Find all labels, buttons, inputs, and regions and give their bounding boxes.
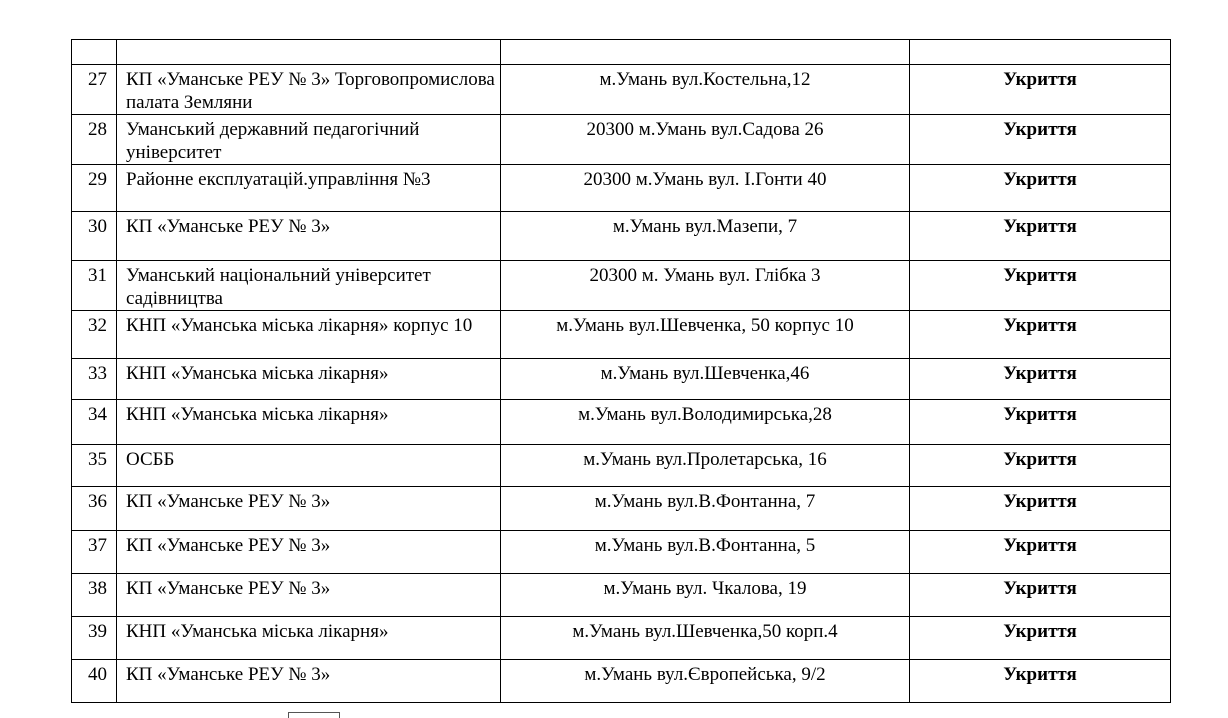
table-row [72, 531, 1171, 574]
address-cell: 20300 м.Умань вул. І.Гонти 40 [501, 165, 910, 212]
shelters-table [71, 39, 1171, 703]
row-number-cell: 30 [72, 212, 117, 261]
organization-cell: КП «Уманське РЕУ № 3» [117, 212, 501, 261]
table-row [72, 400, 1171, 445]
shelter-type-cell: Укриття [910, 400, 1171, 445]
row-number-cell: 36 [72, 487, 117, 531]
table-header-row [72, 40, 1171, 65]
shelter-type-cell: Укриття [910, 531, 1171, 574]
shelter-type-cell: Укриття [910, 617, 1171, 660]
shelter-type-cell: Укриття [910, 212, 1171, 261]
organization-cell: Уманський національний університет садівництва [117, 261, 501, 311]
shelter-type-cell: Укриття [910, 261, 1171, 311]
table-row [72, 212, 1171, 261]
address-cell: м.Умань вул.Шевченка,46 [501, 359, 910, 400]
organization-cell: КП «Уманське РЕУ № 3» Торговопромислова палата Земляни [117, 65, 501, 115]
shelter-type-cell: Укриття [910, 65, 1171, 115]
address-cell: м.Умань вул. Чкалова, 19 [501, 574, 910, 617]
header-address-cell [501, 40, 910, 65]
address-cell: 20300 м. Умань вул. Глібка 3 [501, 261, 910, 311]
shelter-type-cell: Укриття [910, 574, 1171, 617]
table-row [72, 617, 1171, 660]
organization-cell: КНП «Уманська міська лікарня» [117, 400, 501, 445]
table-row [72, 359, 1171, 400]
row-number-cell: 27 [72, 65, 117, 115]
header-num-cell [72, 40, 117, 65]
address-cell: м.Умань вул.Європейська, 9/2 [501, 660, 910, 703]
organization-cell: КП «Уманське РЕУ № 3» [117, 574, 501, 617]
table-row [72, 660, 1171, 703]
organization-cell: КНП «Уманська міська лікарня» корпус 10 [117, 311, 501, 359]
organization-cell: КНП «Уманська міська лікарня» [117, 617, 501, 660]
address-cell: м.Умань вул.Володимирська,28 [501, 400, 910, 445]
organization-cell: КП «Уманське РЕУ № 3» [117, 531, 501, 574]
shelter-type-cell: Укриття [910, 660, 1171, 703]
address-cell: м.Умань вул.Пролетарська, 16 [501, 445, 910, 487]
organization-cell: Районне експлуатацій.управління №3 [117, 165, 501, 212]
page-edge-marker [288, 712, 340, 718]
row-number-cell: 31 [72, 261, 117, 311]
row-number-cell: 37 [72, 531, 117, 574]
organization-cell: ОСББ [117, 445, 501, 487]
table-row [72, 115, 1171, 165]
header-type-cell [910, 40, 1171, 65]
table-row [72, 311, 1171, 359]
address-cell: м.Умань вул.Мазепи, 7 [501, 212, 910, 261]
address-cell: м.Умань вул.В.Фонтанна, 7 [501, 487, 910, 531]
row-number-cell: 34 [72, 400, 117, 445]
organization-cell: КП «Уманське РЕУ № 3» [117, 660, 501, 703]
row-number-cell: 39 [72, 617, 117, 660]
table-row [72, 261, 1171, 311]
address-cell: м.Умань вул.В.Фонтанна, 5 [501, 531, 910, 574]
row-number-cell: 28 [72, 115, 117, 165]
organization-cell: Уманський державний педагогічний університет [117, 115, 501, 165]
organization-cell: КП «Уманське РЕУ № 3» [117, 487, 501, 531]
row-number-cell: 38 [72, 574, 117, 617]
shelter-type-cell: Укриття [910, 311, 1171, 359]
table-row [72, 445, 1171, 487]
address-cell: м.Умань вул.Костельна,12 [501, 65, 910, 115]
address-cell: 20300 м.Умань вул.Садова 26 [501, 115, 910, 165]
shelter-type-cell: Укриття [910, 359, 1171, 400]
row-number-cell: 33 [72, 359, 117, 400]
address-cell: м.Умань вул.Шевченка, 50 корпус 10 [501, 311, 910, 359]
shelter-type-cell: Укриття [910, 487, 1171, 531]
row-number-cell: 29 [72, 165, 117, 212]
header-organization-cell [117, 40, 501, 65]
table-row [72, 65, 1171, 115]
address-cell: м.Умань вул.Шевченка,50 корп.4 [501, 617, 910, 660]
shelter-type-cell: Укриття [910, 445, 1171, 487]
organization-cell: КНП «Уманська міська лікарня» [117, 359, 501, 400]
row-number-cell: 40 [72, 660, 117, 703]
table-row [72, 165, 1171, 212]
shelter-type-cell: Укриття [910, 115, 1171, 165]
shelter-type-cell: Укриття [910, 165, 1171, 212]
row-number-cell: 35 [72, 445, 117, 487]
row-number-cell: 32 [72, 311, 117, 359]
table-row [72, 574, 1171, 617]
shelters-table-body [72, 40, 1171, 703]
table-row [72, 487, 1171, 531]
